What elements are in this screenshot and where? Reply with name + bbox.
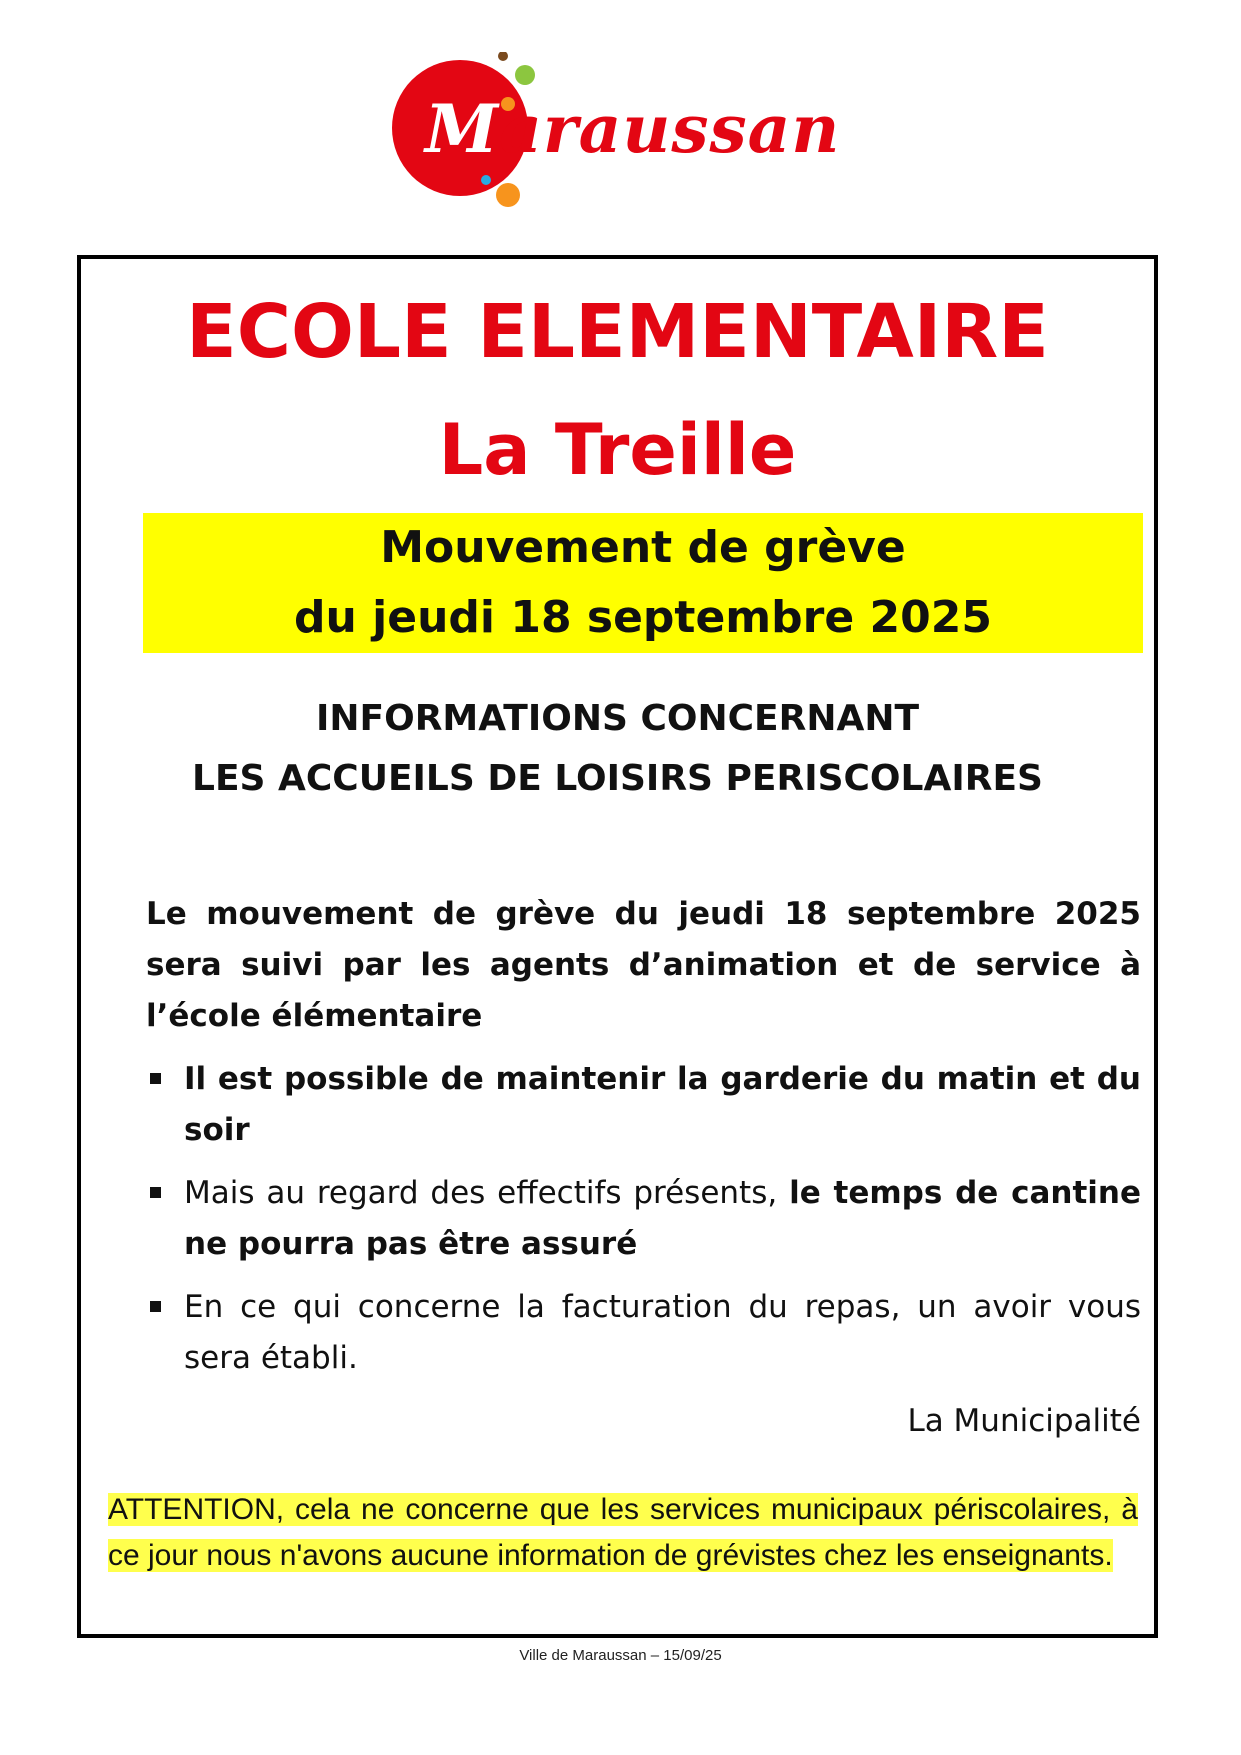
info-line-2: LES ACCUEILS DE LOISIRS PERISCOLAIRES — [192, 758, 1043, 799]
bullet-text-garderie: Il est possible de maintenir la garderie du matin et du soir — [184, 1061, 1141, 1148]
school-subtitle: La Treille — [438, 409, 797, 491]
bullet-text-effectifs: Mais au regard des effectifs présents, — [184, 1175, 790, 1211]
strike-heading: Mouvement de grève — [380, 522, 906, 573]
bullet-list — [146, 1054, 1141, 1384]
list-item — [146, 1054, 1141, 1156]
lead-paragraph: Le mouvement de grève du jeudi 18 septembre 2025 sera suivi par les agents d’animation et de service à l’école élémentaire — [146, 896, 1141, 1034]
notice-body — [146, 889, 1141, 1447]
signature: La Municipalité — [907, 1403, 1141, 1439]
school-title: ECOLE ELEMENTAIRE — [186, 289, 1049, 375]
bullet-square-icon — [150, 1301, 161, 1312]
logo-wordmark: Maraussan — [425, 90, 841, 168]
attention-text: ATTENTION, cela ne concerne que les services municipaux périscolaires, à ce jour nous n'avons aucune information de grévistes chez les enseignants. — [108, 1493, 1138, 1572]
bullet-square-icon — [150, 1073, 161, 1084]
bullet-square-icon — [150, 1187, 161, 1198]
info-line-1: INFORMATIONS CONCERNANT — [315, 698, 920, 739]
footer-text: Ville de Maraussan – 15/09/25 — [519, 1647, 722, 1664]
maraussan-logo — [385, 52, 865, 212]
info-heading — [81, 689, 1154, 809]
notice-frame — [77, 255, 1158, 1638]
bullet-text-facturation: En ce qui concerne la facturation du repas, un avoir vous sera établi. — [184, 1289, 1141, 1376]
strike-date: du jeudi 18 septembre 2025 — [294, 592, 992, 643]
attention-note — [108, 1487, 1138, 1579]
list-item — [146, 1168, 1141, 1270]
bullet-text-cantine: le temps de cantine ne pourra pas être assuré — [184, 1175, 1142, 1262]
strike-date-banner — [143, 513, 1143, 653]
list-item — [146, 1282, 1141, 1384]
